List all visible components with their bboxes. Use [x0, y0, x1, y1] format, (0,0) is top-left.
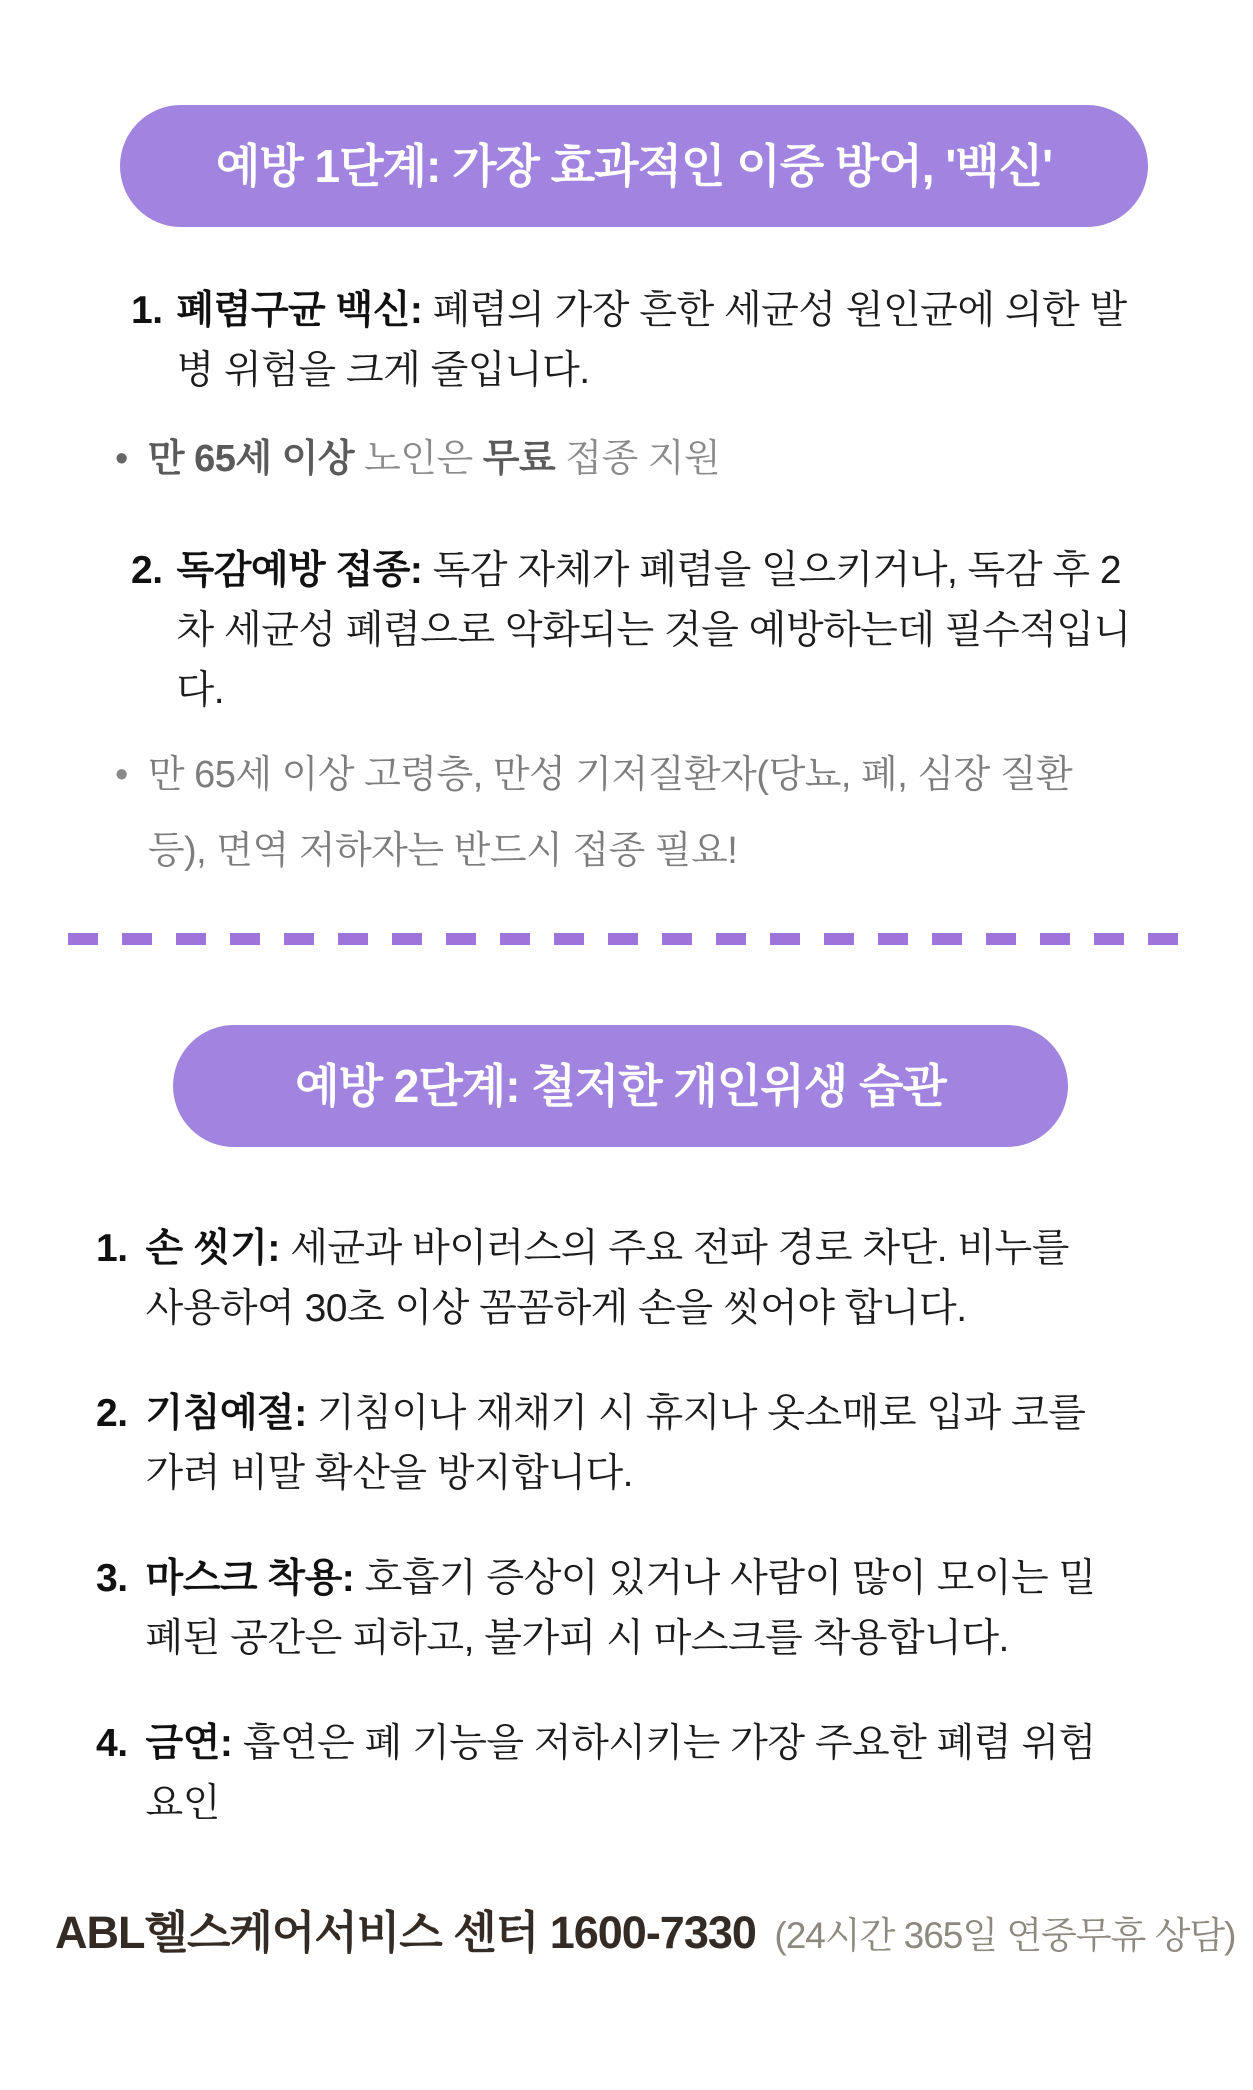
- item-label: 독감예방 접종:: [176, 549, 423, 592]
- item-label: 금연:: [145, 1722, 233, 1765]
- bullet-text: 만 65세 이상 고령층, 만성 기저질환자(당뇨, 폐, 심장 질환 등), 면역 저하자는 반드시 접종 필요!: [147, 754, 1073, 872]
- footer-hours-note: (24시간 365일 연중무휴 상담): [774, 1915, 1236, 1956]
- item-label: 마스크 착용:: [145, 1557, 355, 1600]
- list-item-pneumococcal-vaccine: [131, 281, 1193, 401]
- section2-banner-title: 예방 2단계: 철저한 개인위생 습관: [295, 1060, 946, 1112]
- item-content: [177, 281, 1137, 401]
- bullet-high-risk-groups: [115, 737, 1193, 889]
- item-description: 흡연은 폐 기능을 저하시키는 가장 주요한 폐렴 위험 요인: [145, 1722, 1096, 1825]
- section1-banner-title: 예방 1단계: 가장 효과적인 이중 방어, '백신': [215, 140, 1053, 192]
- item-label: 폐렴구균 백신:: [176, 289, 423, 332]
- item-label: 기침예절:: [145, 1392, 307, 1435]
- bullet-content: [148, 429, 720, 489]
- bullet-text: 노인은: [354, 438, 483, 480]
- item-description: 호흡기 증상이 있거나 사람이 많이 모이는 밀폐된 공간은 피하고, 불가피 시 마스크를 착용합니다.: [145, 1557, 1096, 1660]
- infographic-page: [0, 105, 1253, 1961]
- section1-banner: [120, 105, 1148, 227]
- item-number: 2.: [96, 1392, 128, 1435]
- item-content: [177, 541, 1137, 721]
- list-item-mask-wearing: [96, 1549, 1193, 1669]
- item-content: [146, 1549, 1106, 1669]
- item-content: [146, 1714, 1106, 1834]
- item-description: 기침이나 재채기 시 휴지나 옷소매로 입과 코를 가려 비말 확산을 방지합니다.: [145, 1392, 1086, 1495]
- section-hygiene: [0, 1025, 1253, 1834]
- footer: [55, 1896, 1253, 1961]
- list-item-flu-vaccine: [131, 541, 1193, 721]
- bullet-free-vaccination: [115, 429, 1193, 489]
- item-description: 폐렴의 가장 흔한 세균성 원인균에 의한 발병 위험을 크게 줄입니다.: [176, 289, 1127, 392]
- item-number: 2.: [131, 549, 163, 592]
- list-item-hand-washing: [96, 1219, 1193, 1339]
- section-vaccine: [0, 105, 1253, 889]
- item-number: 1.: [96, 1227, 128, 1270]
- bullet-text: 접종 지원: [555, 438, 721, 480]
- list-item-cough-etiquette: [96, 1384, 1193, 1504]
- bullet-bold-age: 만 65세 이상: [147, 438, 355, 480]
- item-number: 1.: [131, 289, 163, 332]
- section2-banner: [173, 1025, 1068, 1147]
- footer-service-center: ABL헬스케어서비스 센터 1600-7330: [55, 1907, 756, 1958]
- item-number: 4.: [96, 1722, 128, 1765]
- item-content: [146, 1384, 1106, 1504]
- item-description: 세균과 바이러스의 주요 전파 경로 차단. 비누를 사용하여 30초 이상 꼼꼼하게 손을 씻어야 합니다.: [145, 1227, 1069, 1330]
- item-content: [146, 1219, 1106, 1339]
- item-label: 손 씻기:: [145, 1227, 280, 1270]
- list-item-no-smoking: [96, 1714, 1193, 1834]
- bullet-bold-free: 무료: [482, 438, 556, 480]
- item-number: 3.: [96, 1557, 128, 1600]
- item-description: 독감 자체가 폐렴을 일으키거나, 독감 후 2차 세균성 폐렴으로 악화되는 것을 예방하는데 필수적입니다.: [176, 549, 1131, 712]
- bullet-icon: •: [115, 754, 128, 796]
- dashed-divider: [68, 933, 1185, 945]
- bullet-icon: •: [115, 438, 128, 480]
